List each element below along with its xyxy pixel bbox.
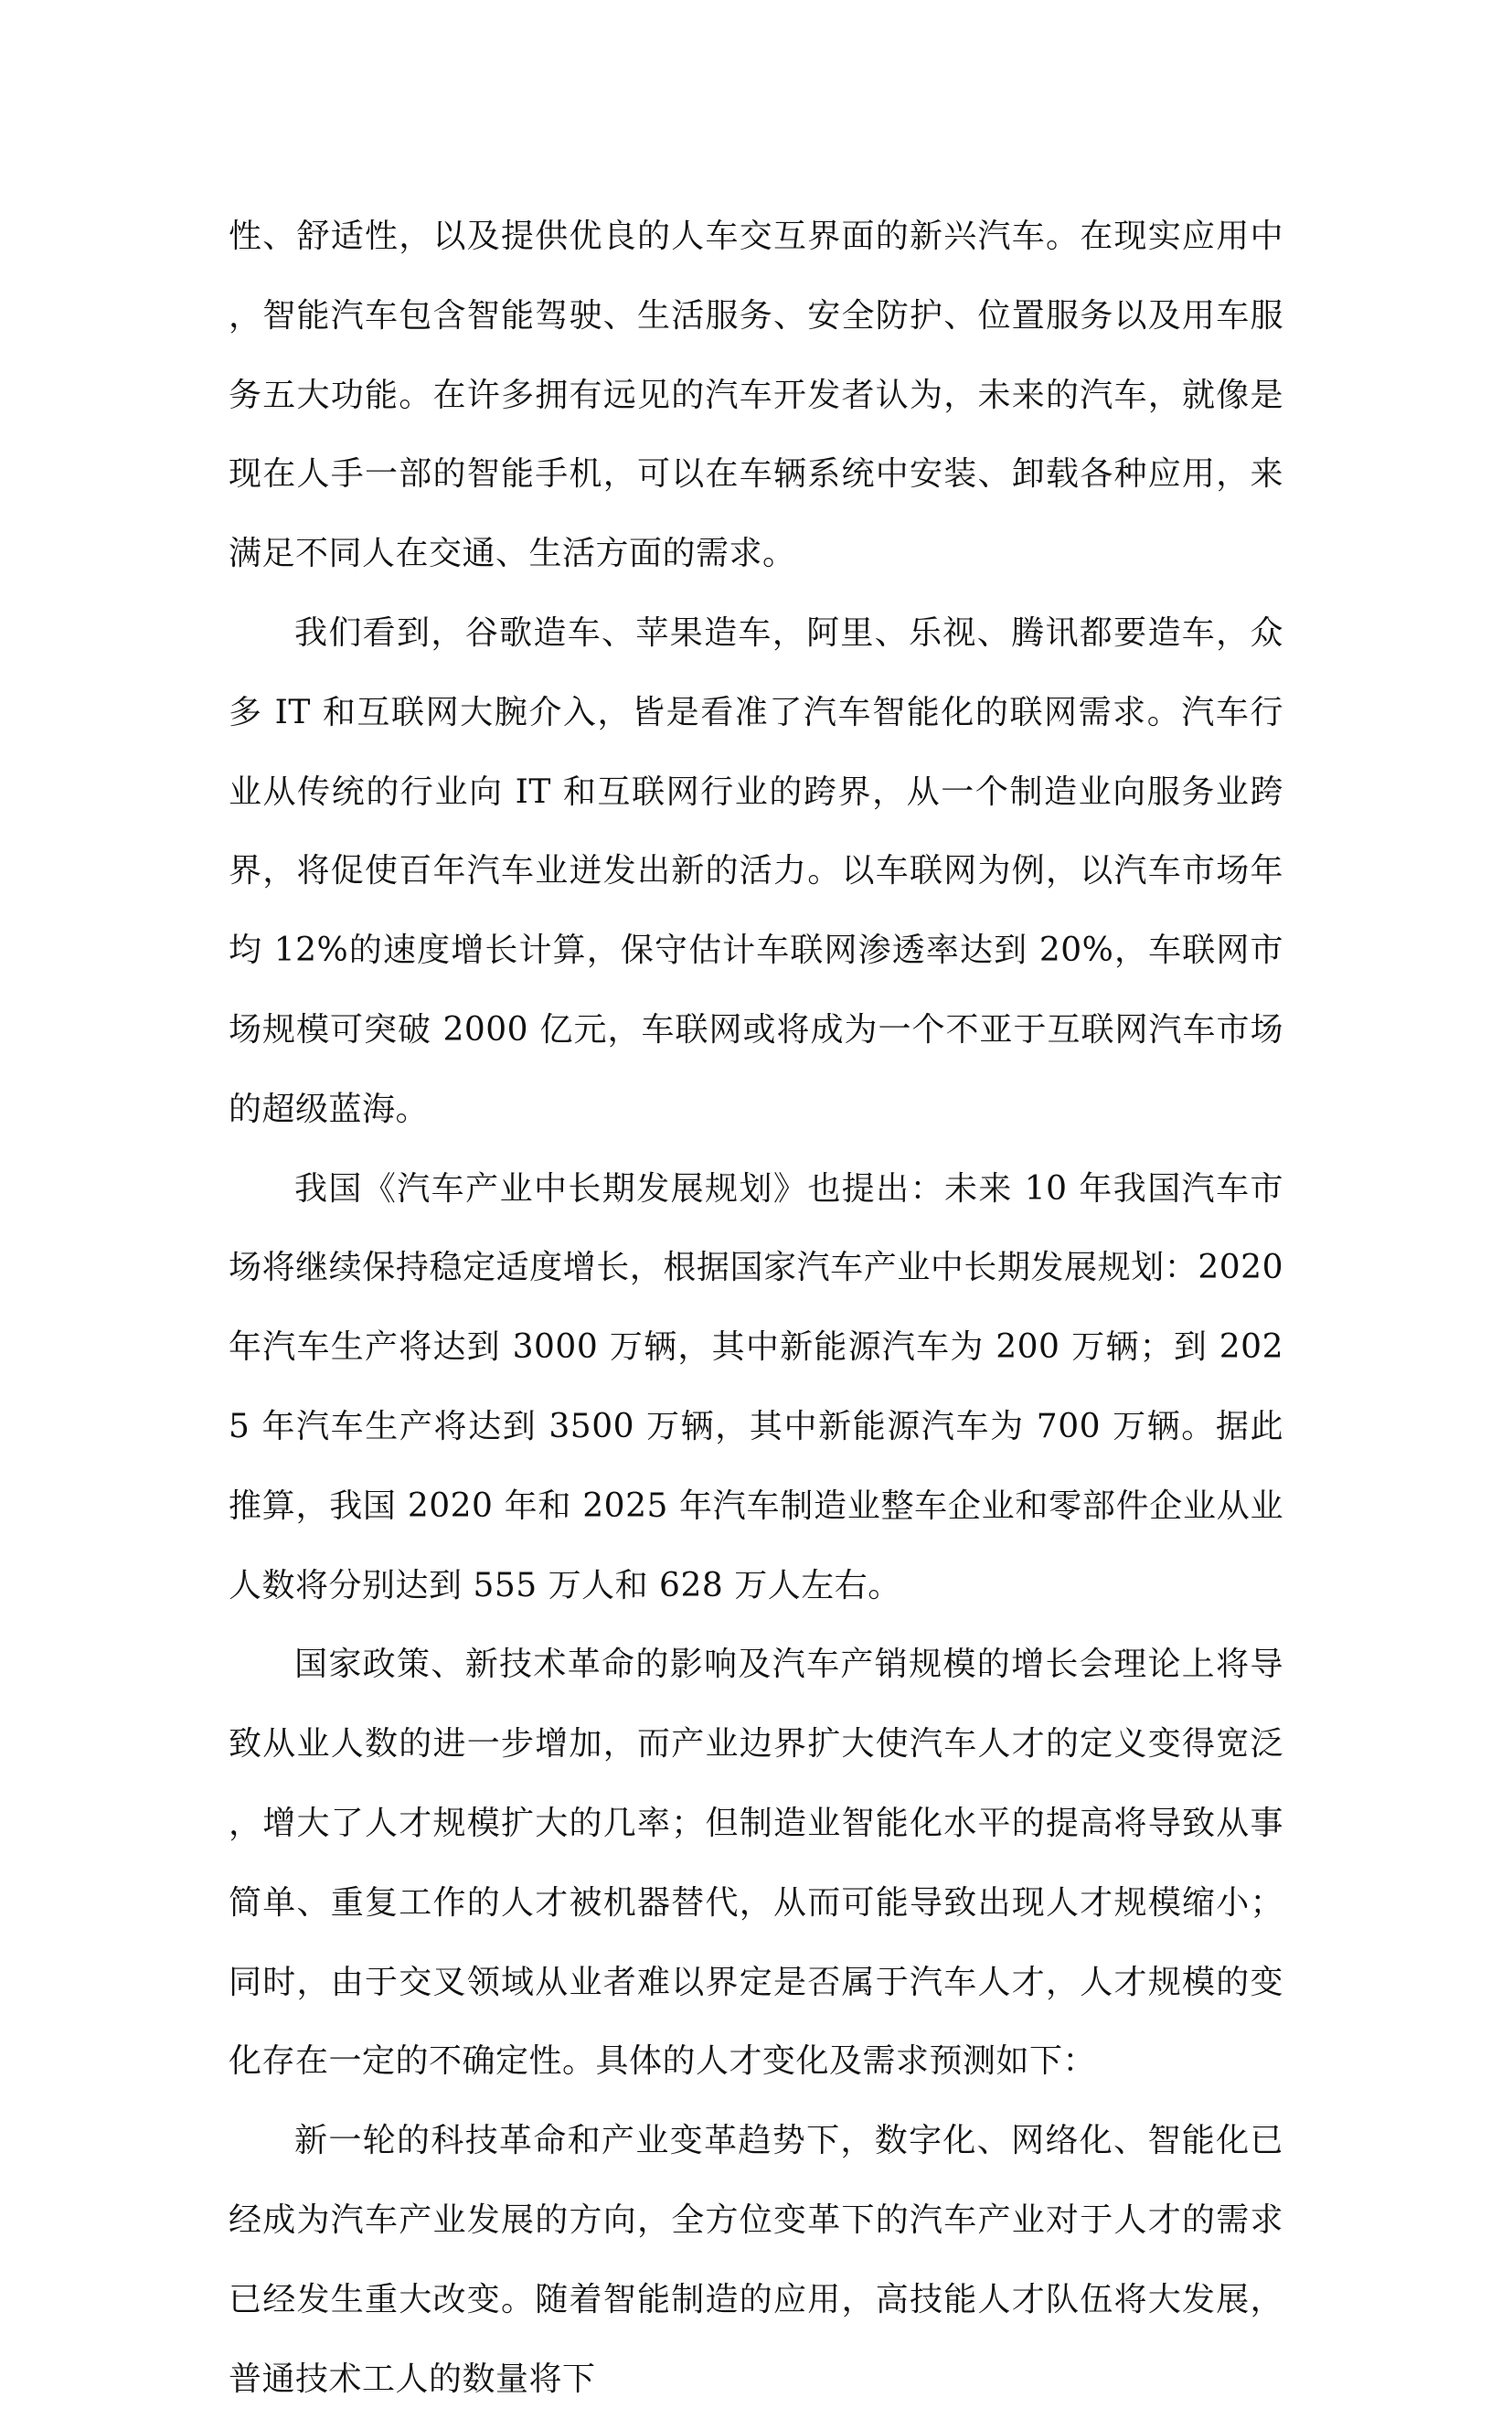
paragraph-1: 性、舒适性，以及提供优良的人车交互界面的新兴汽车。在现实应用中，智能汽车包含智能驾驶、生活服务、安全防护、位置服务以及用车服务五大功能。在许多拥有远见的汽车开发者认为，未来的汽车，就像是现在人手一部的智能手机，可以在车辆系统中安装、卸载各种应用，来满足不同人在交通、生活方面的需求。 <box>229 218 1283 573</box>
document-page <box>229 197 1283 2419</box>
paragraph-2: 我们看到，谷歌造车、苹果造车，阿里、乐视、腾讯都要造车，众多 IT 和互联网大腕介入，皆是看准了汽车智能化的联网需求。汽车行业从传统的行业向 IT 和互联网行业的跨界，从一个制造业向服务业跨界，将促使百年汽车业迸发出新的活力。以车联网为例，以汽车市场年均 12%的速度增长计算，保守估计车联网渗透率达到 20%，车联网市场规模可突破 2000 亿元，车联网或将成为一个不亚于互联网汽车市场的超级蓝海。 <box>229 613 1283 1128</box>
paragraph-3: 我国《汽车产业中长期发展规划》也提出：未来 10 年我国汽车市场将继续保持稳定适度增长，根据国家汽车产业中长期发展规划：2020 年汽车生产将达到 3000 万辆，其中新能源汽车为 200 万辆；到 2025 年汽车生产将达到 3500 万辆，其中新能源汽车为 700 万辆。据此推算，我国 2020 年和 2025 年汽车制造业整车企业和零部件企业从业人数将分别达到 555 万人和 628 万人左右。 <box>229 1169 1283 1604</box>
paragraph-4: 国家政策、新技术革命的影响及汽车产销规模的增长会理论上将导致从业人数的进一步增加，而产业边界扩大使汽车人才的定义变得宽泛，增大了人才规模扩大的几率；但制造业智能化水平的提高将导致从事简单、重复工作的人才被机器替代，从而可能导致出现人才规模缩小；同时，由于交叉领域从业者难以界定是否属于汽车人才，人才规模的变化存在一定的不确定性。具体的人才变化及需求预测如下： <box>229 1646 1283 2081</box>
paragraph-5: 新一轮的科技革命和产业变革趋势下，数字化、网络化、智能化已经成为汽车产业发展的方向，全方位变革下的汽车产业对于人才的需求已经发生重大改变。随着智能制造的应用，高技能人才队伍将大发展，普通技术工人的数量将下 <box>229 2122 1283 2398</box>
